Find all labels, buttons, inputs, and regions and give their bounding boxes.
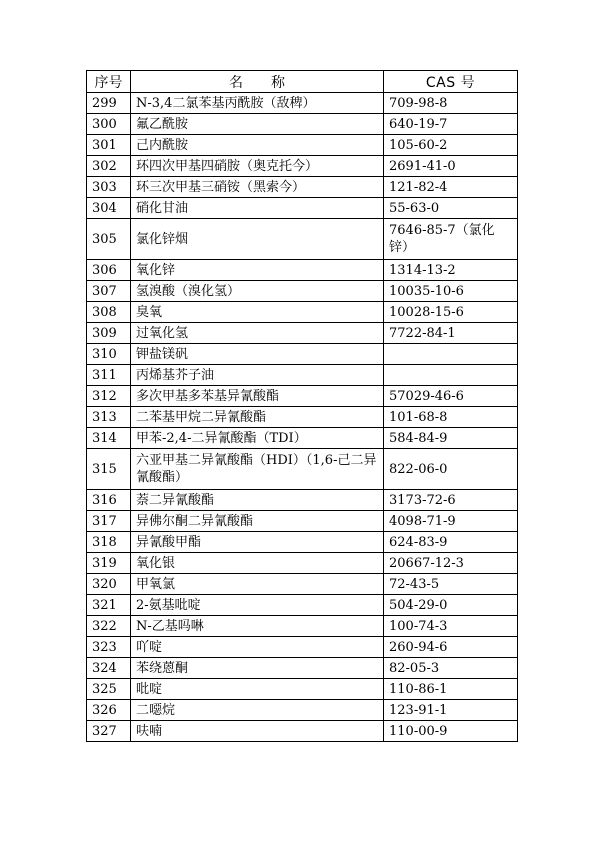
chemical-name: 二噁烷	[131, 700, 384, 721]
row-number: 316	[87, 490, 131, 511]
table-row	[87, 407, 518, 428]
table-row	[87, 386, 518, 407]
table-row	[87, 595, 518, 616]
cas-number: 624-83-9	[384, 532, 518, 553]
cas-number: 101-68-8	[384, 407, 518, 428]
chemical-name: 丙烯基芥子油	[131, 365, 384, 386]
row-number: 327	[87, 721, 131, 742]
row-number: 318	[87, 532, 131, 553]
table-row	[87, 260, 518, 281]
chemical-table	[86, 70, 518, 742]
chemical-name: 六亚甲基二异氰酸酯（HDI）（1,6-己二异氰酸酯）	[131, 449, 384, 490]
row-number: 302	[87, 156, 131, 177]
table-row	[87, 135, 518, 156]
table-row	[87, 93, 518, 114]
cas-number: 10035-10-6	[384, 281, 518, 302]
chemical-name: 钾盐镁矾	[131, 344, 384, 365]
table-row	[87, 449, 518, 490]
table-row	[87, 721, 518, 742]
row-number: 313	[87, 407, 131, 428]
header-name: 名 称	[131, 71, 384, 93]
table-row	[87, 323, 518, 344]
row-number: 303	[87, 177, 131, 198]
chemical-name: 氟乙酰胺	[131, 114, 384, 135]
cas-number: 4098-71-9	[384, 511, 518, 532]
cas-number: 640-19-7	[384, 114, 518, 135]
cas-number: 121-82-4	[384, 177, 518, 198]
chemical-name: 异氰酸甲酯	[131, 532, 384, 553]
table-row	[87, 700, 518, 721]
table-row	[87, 198, 518, 219]
chemical-name: 2-氨基吡啶	[131, 595, 384, 616]
table-row	[87, 177, 518, 198]
row-number: 323	[87, 637, 131, 658]
table-row	[87, 490, 518, 511]
cas-number: 82-05-3	[384, 658, 518, 679]
cas-number: 57029-46-6	[384, 386, 518, 407]
row-number: 305	[87, 219, 131, 260]
row-number: 308	[87, 302, 131, 323]
cas-number: 2691-41-0	[384, 156, 518, 177]
cas-number: 110-86-1	[384, 679, 518, 700]
chemical-name: 环三次甲基三硝铵（黑索今）	[131, 177, 384, 198]
header-index: 序号	[87, 71, 131, 93]
chemical-name: 过氧化氢	[131, 323, 384, 344]
cas-number: 3173-72-6	[384, 490, 518, 511]
row-number: 304	[87, 198, 131, 219]
row-number: 325	[87, 679, 131, 700]
chemical-name: 呋喃	[131, 721, 384, 742]
chemical-name: 萘二异氰酸酯	[131, 490, 384, 511]
cas-number: 504-29-0	[384, 595, 518, 616]
chemical-name: 氯化锌烟	[131, 219, 384, 260]
chemical-name: 二苯基甲烷二异氰酸酯	[131, 407, 384, 428]
chemical-name: 多次甲基多苯基异氰酸酯	[131, 386, 384, 407]
table-row	[87, 574, 518, 595]
cas-number: 20667-12-3	[384, 553, 518, 574]
cas-number: 10028-15-6	[384, 302, 518, 323]
table-row	[87, 511, 518, 532]
row-number: 312	[87, 386, 131, 407]
chemical-name: 硝化甘油	[131, 198, 384, 219]
row-number: 309	[87, 323, 131, 344]
row-number: 320	[87, 574, 131, 595]
cas-number: 72-43-5	[384, 574, 518, 595]
chemical-name: N-3,4二氯苯基丙酰胺（敌稗）	[131, 93, 384, 114]
chemical-name: N-乙基吗啉	[131, 616, 384, 637]
chemical-name: 臭氧	[131, 302, 384, 323]
row-number: 321	[87, 595, 131, 616]
row-number: 317	[87, 511, 131, 532]
row-number: 310	[87, 344, 131, 365]
row-number: 301	[87, 135, 131, 156]
row-number: 319	[87, 553, 131, 574]
row-number: 314	[87, 428, 131, 449]
chemical-name: 苯绕蒽酮	[131, 658, 384, 679]
row-number: 322	[87, 616, 131, 637]
row-number: 299	[87, 93, 131, 114]
table-row	[87, 428, 518, 449]
row-number: 315	[87, 449, 131, 490]
cas-number: 7646-85-7（氯化锌）	[384, 219, 518, 260]
row-number: 306	[87, 260, 131, 281]
chemical-name: 甲苯-2,4-二异氰酸酯（TDI）	[131, 428, 384, 449]
row-number: 311	[87, 365, 131, 386]
table-row	[87, 637, 518, 658]
cas-number: 123-91-1	[384, 700, 518, 721]
chemical-name: 氧化银	[131, 553, 384, 574]
table-row	[87, 658, 518, 679]
table-row	[87, 302, 518, 323]
table-row	[87, 532, 518, 553]
table-row	[87, 553, 518, 574]
cas-number: 55-63-0	[384, 198, 518, 219]
cas-number: 1314-13-2	[384, 260, 518, 281]
table-row	[87, 114, 518, 135]
chemical-name: 甲氧氯	[131, 574, 384, 595]
header-cas: CAS 号	[384, 71, 518, 93]
table-row	[87, 281, 518, 302]
cas-number	[384, 344, 518, 365]
row-number: 300	[87, 114, 131, 135]
row-number: 307	[87, 281, 131, 302]
chemical-name: 己内酰胺	[131, 135, 384, 156]
table-row	[87, 219, 518, 260]
row-number: 324	[87, 658, 131, 679]
table-row	[87, 156, 518, 177]
cas-number: 7722-84-1	[384, 323, 518, 344]
cas-number: 105-60-2	[384, 135, 518, 156]
chemical-name: 吖啶	[131, 637, 384, 658]
cas-number: 260-94-6	[384, 637, 518, 658]
cas-number: 100-74-3	[384, 616, 518, 637]
table-row	[87, 365, 518, 386]
cas-number: 709-98-8	[384, 93, 518, 114]
chemical-name: 氢溴酸（溴化氢）	[131, 281, 384, 302]
table-body	[87, 93, 518, 742]
cas-number: 822-06-0	[384, 449, 518, 490]
table-row	[87, 616, 518, 637]
chemical-name: 异佛尔酮二异氰酸酯	[131, 511, 384, 532]
table-row	[87, 344, 518, 365]
chemical-name: 环四次甲基四硝胺（奥克托今）	[131, 156, 384, 177]
cas-number: 110-00-9	[384, 721, 518, 742]
table-row	[87, 679, 518, 700]
cas-number	[384, 365, 518, 386]
chemical-name: 吡啶	[131, 679, 384, 700]
cas-number: 584-84-9	[384, 428, 518, 449]
row-number: 326	[87, 700, 131, 721]
table-header-row	[87, 71, 518, 93]
chemical-name: 氧化锌	[131, 260, 384, 281]
